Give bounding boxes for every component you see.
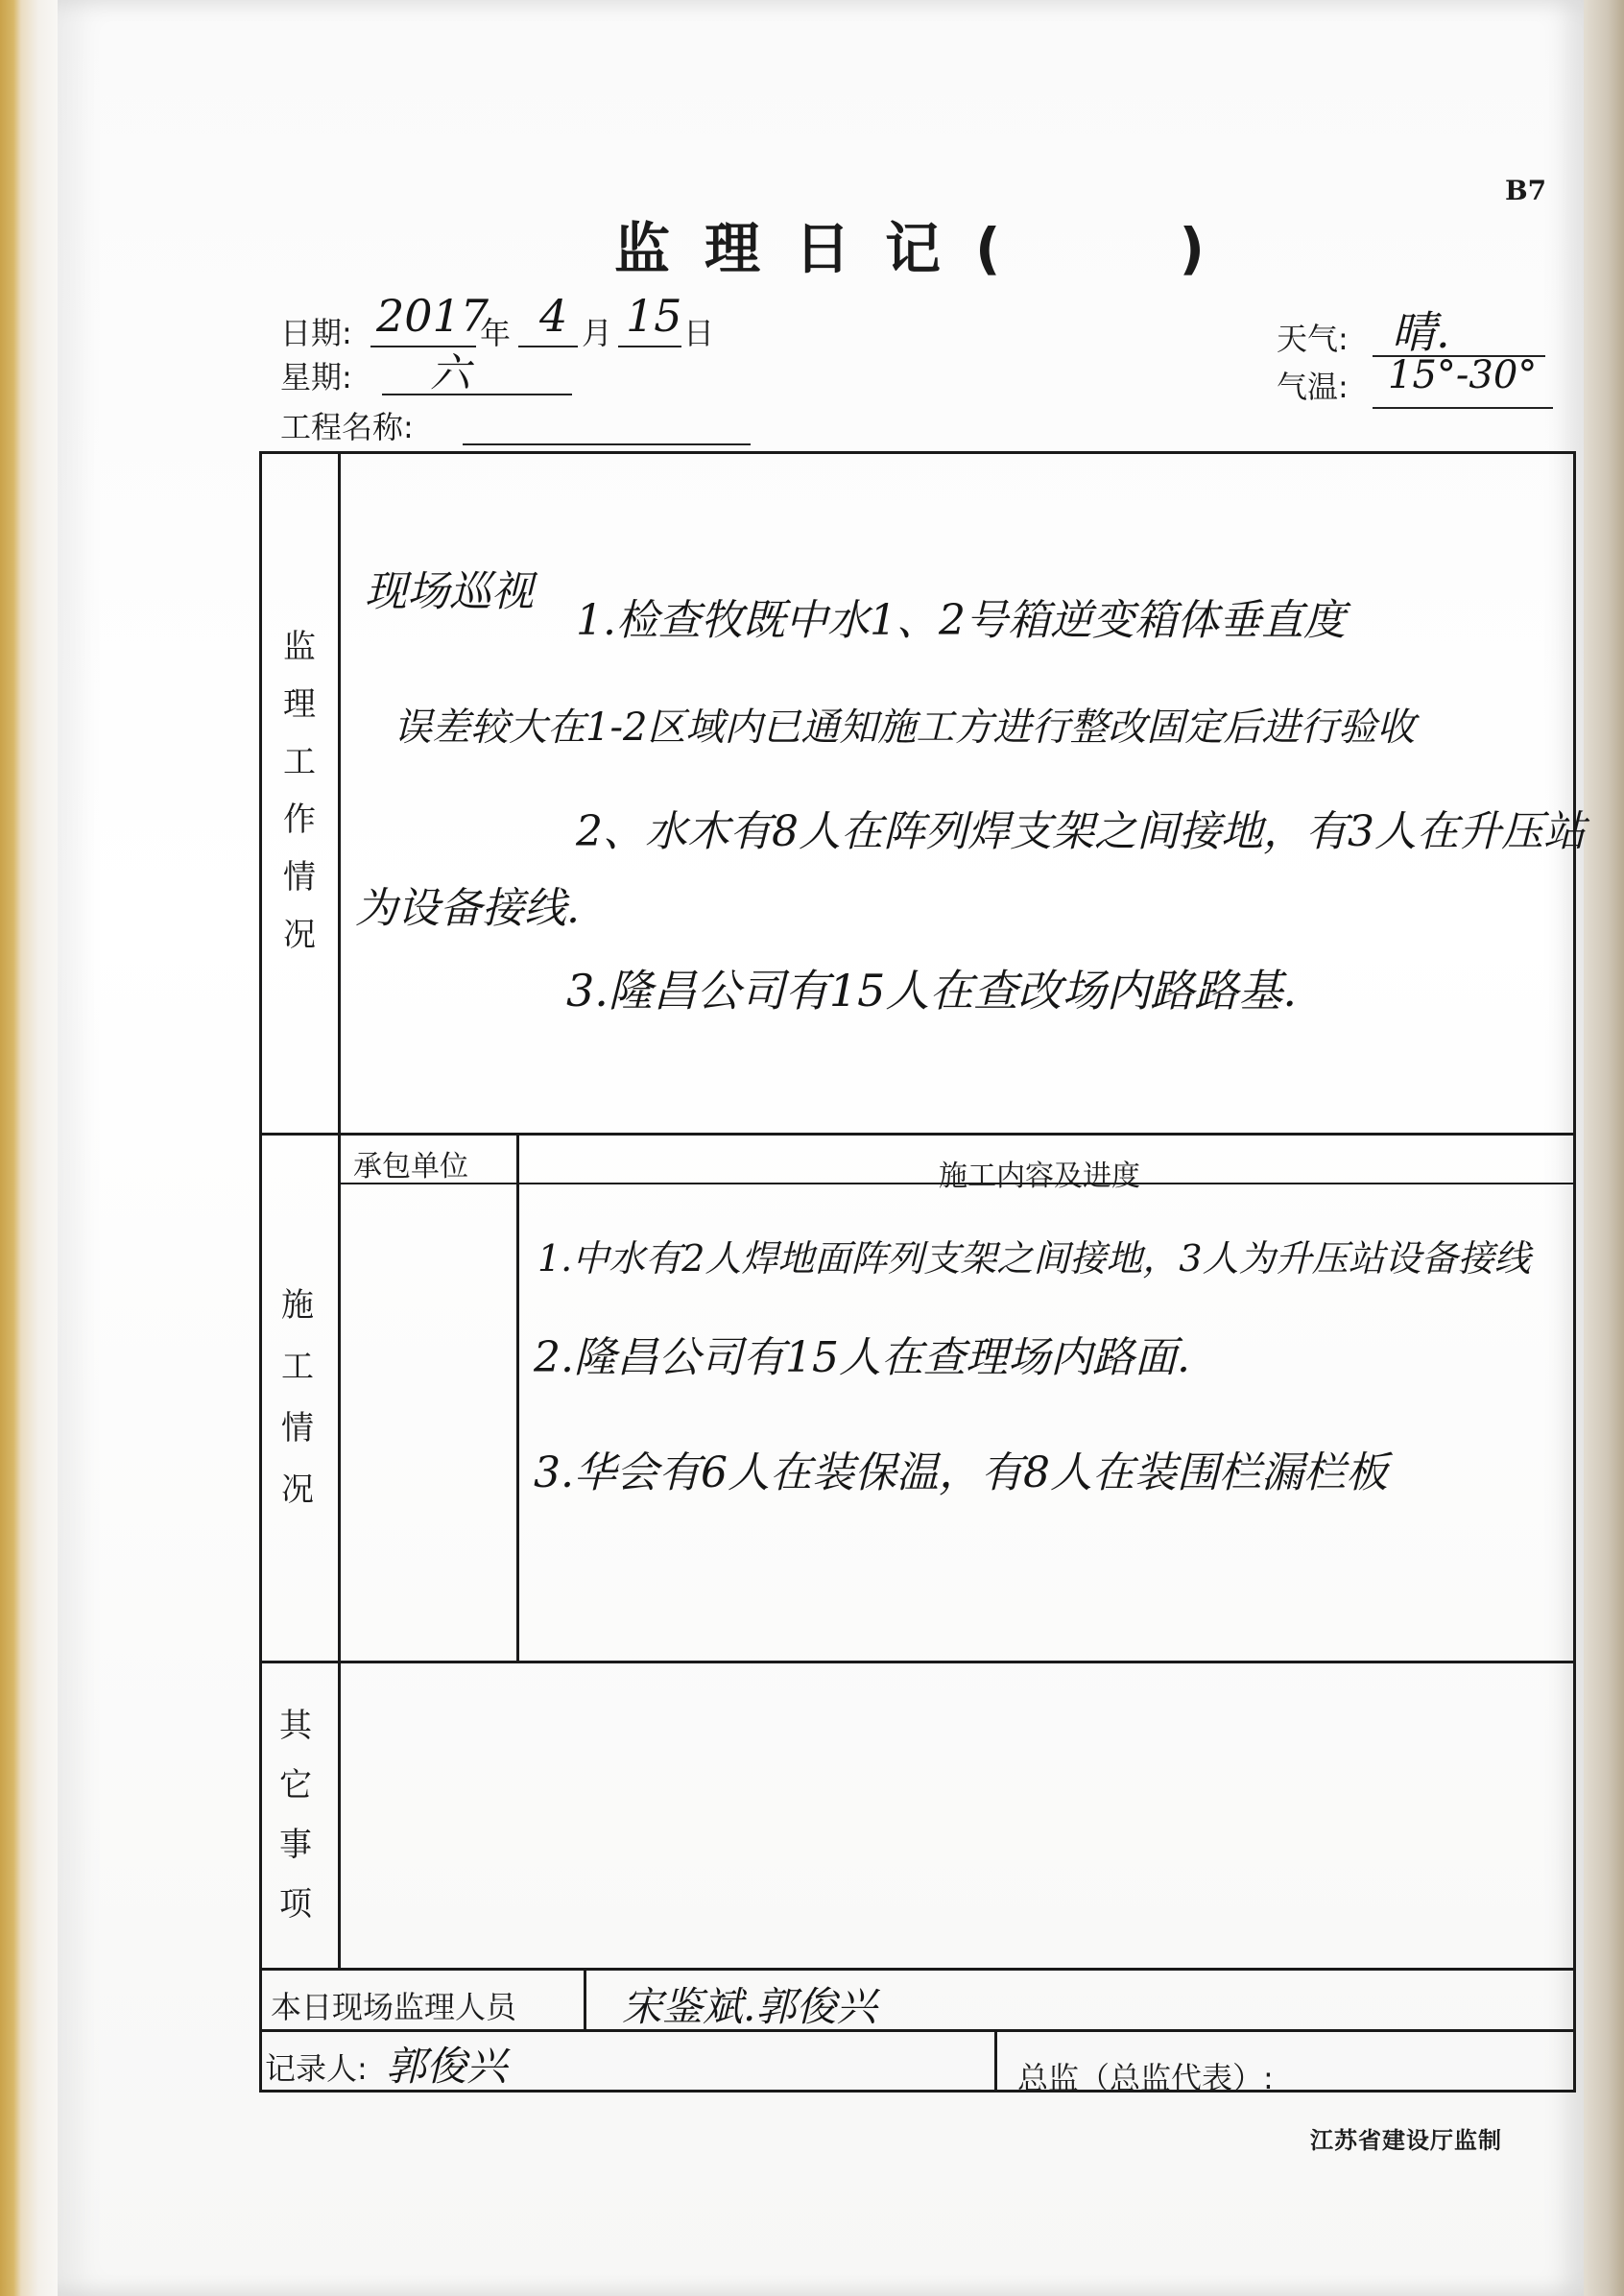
row-divider-construction bbox=[259, 1133, 1576, 1136]
contractor-column-divider bbox=[516, 1133, 519, 1662]
other-label-char: 其 bbox=[279, 1707, 312, 1745]
weather-value: 晴. bbox=[1392, 306, 1450, 358]
other-label-char: 它 bbox=[279, 1766, 312, 1805]
supervision-label-char: 监 bbox=[283, 628, 316, 666]
weather-label: 天气: bbox=[1277, 321, 1349, 357]
title-close: ) bbox=[1179, 216, 1206, 281]
day-unit: 日 bbox=[683, 315, 715, 351]
construction-label-char: 工 bbox=[281, 1348, 314, 1386]
project-label: 工程名称: bbox=[280, 409, 414, 445]
weekday-underline bbox=[382, 394, 572, 395]
temperature-underline bbox=[1373, 407, 1553, 409]
date-day-underline bbox=[618, 346, 681, 347]
staff-label-divider bbox=[584, 1968, 586, 2031]
row-divider-other bbox=[259, 1661, 1576, 1663]
title-main: 监理日记( bbox=[614, 216, 1036, 281]
construction-line: 1.中水有2人焊地面阵列支架之间接地，3人为升压站设备接线 bbox=[537, 1237, 1531, 1280]
supervision-line: 现场巡视 bbox=[365, 567, 534, 616]
table-top-border bbox=[259, 451, 1576, 454]
temperature-label: 气温: bbox=[1277, 369, 1349, 405]
construction-label-char: 况 bbox=[281, 1471, 314, 1509]
construction-line: 2.隆昌公司有15人在查理场内路面. bbox=[534, 1333, 1190, 1382]
book-edge bbox=[1584, 0, 1624, 2296]
recorder-chief-divider bbox=[994, 2029, 997, 2093]
table-right-border bbox=[1573, 451, 1576, 2093]
staff-value: 宋鉴斌.郭俊兴 bbox=[622, 1983, 877, 2030]
date-day-value: 15 bbox=[626, 290, 682, 342]
supervision-label-char: 情 bbox=[283, 858, 316, 897]
row-divider-recorder bbox=[259, 2029, 1576, 2032]
month-unit: 月 bbox=[582, 315, 613, 351]
recorder-label: 记录人: bbox=[265, 2050, 368, 2087]
supervision-line: 3.隆昌公司有15人在查改场内路路基. bbox=[566, 965, 1298, 1016]
supervision-line: 1.检查牧既中水1、2号箱逆变箱体垂直度 bbox=[576, 596, 1346, 645]
staff-label: 本日现场监理人员 bbox=[271, 1989, 517, 2025]
supervision-label-char: 工 bbox=[283, 743, 316, 781]
supervision-label-char: 况 bbox=[283, 916, 316, 954]
weekday-label: 星期: bbox=[280, 359, 352, 395]
contractor-column-header: 承包单位 bbox=[353, 1150, 468, 1184]
content-column-header: 施工内容及进度 bbox=[939, 1160, 1140, 1193]
form-code: B7 bbox=[1505, 175, 1547, 206]
weekday-value: 六 bbox=[430, 349, 471, 396]
row-divider-staff bbox=[259, 1968, 1576, 1971]
supervision-line: 2、水木有8人在阵列焊支架之间接地，有3人在升压站 bbox=[576, 807, 1586, 856]
construction-label-char: 情 bbox=[281, 1409, 314, 1447]
year-unit: 年 bbox=[480, 315, 512, 351]
label-column-divider bbox=[338, 451, 341, 1968]
construction-line: 3.华会有6人在装保温，有8人在装围栏漏栏板 bbox=[534, 1448, 1388, 1497]
date-month-underline bbox=[518, 346, 578, 347]
supervision-label-char: 理 bbox=[283, 685, 316, 724]
date-month-value: 4 bbox=[539, 290, 568, 342]
date-label: 日期: bbox=[280, 315, 352, 351]
table-left-border bbox=[259, 451, 262, 2093]
chief-supervisor-label: 总监（总监代表）: bbox=[1017, 2060, 1274, 2096]
construction-label-char: 施 bbox=[281, 1286, 314, 1325]
other-label-char: 项 bbox=[279, 1885, 312, 1924]
project-underline bbox=[463, 443, 751, 445]
recorder-signature: 郭俊兴 bbox=[386, 2043, 508, 2090]
temperature-value: 15°-30° bbox=[1388, 353, 1538, 397]
supervision-line: 为设备接线. bbox=[355, 884, 580, 933]
supervision-line: 误差较大在1-2区域内已通知施工方进行整改固定后进行验收 bbox=[394, 706, 1416, 750]
date-year-value: 2017 bbox=[376, 290, 490, 342]
other-label-char: 事 bbox=[279, 1826, 312, 1864]
issuer-note: 江苏省建设厅监制 bbox=[1310, 2127, 1502, 2154]
page-title bbox=[614, 203, 1205, 284]
supervision-label-char: 作 bbox=[283, 801, 316, 839]
